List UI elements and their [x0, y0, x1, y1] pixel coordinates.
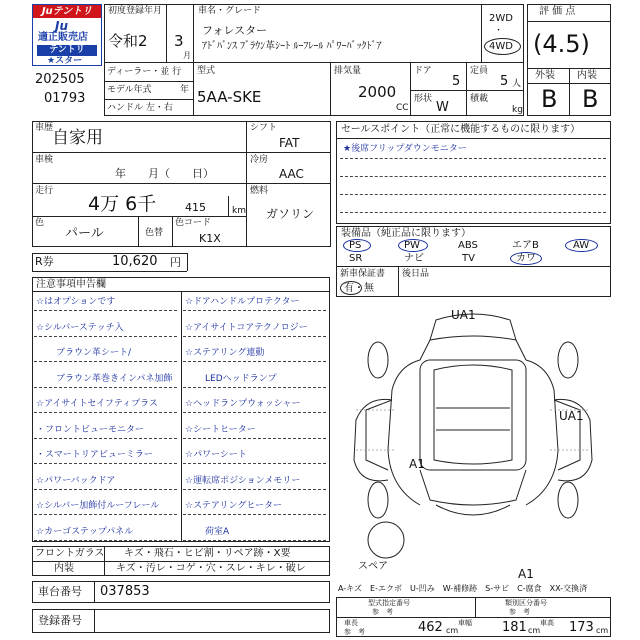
car-name: フォレスター — [202, 24, 268, 37]
notes-divider — [183, 463, 326, 464]
col2-item: ☆シートヒーター — [185, 424, 256, 435]
door-label: ドア — [414, 66, 432, 76]
dealer-label: ディーラー・並 行 — [107, 67, 182, 77]
col2-item: ☆アイサイトコアテクノロジー — [185, 322, 308, 333]
width-label: 車幅 — [458, 619, 472, 627]
class-label: 類別区分番号 — [505, 599, 547, 607]
length-unit: cm — [446, 626, 459, 635]
handle-label: ハンドル 左・右 — [107, 103, 173, 113]
model-year-label: モデル年式 — [107, 85, 152, 95]
shape-label: 形状 — [414, 94, 433, 104]
car-grade: ｱﾄﾞﾊﾞﾝｽ ﾌﾞﾗｳﾝ革ｼｰﾄ ﾙｰﾌﾚｰﾙ ﾊﾟﾜｰﾊﾞｯｸﾄﾞｱ — [202, 41, 382, 52]
notes-divider — [34, 514, 177, 515]
col2-item: ☆ステアリングヒーター — [185, 501, 282, 511]
chassis-value: 037853 — [100, 584, 150, 599]
mileage-label: 走行 — [35, 186, 54, 196]
equip-leather: カワ — [516, 253, 536, 264]
col2-item: ☆ステアリング連動 — [185, 348, 265, 358]
displacement-label: 排気量 — [334, 66, 362, 76]
notes-divider — [183, 310, 326, 311]
type-spec-label: 型式指定番号 — [368, 599, 410, 607]
logo-ju: Ju — [55, 19, 69, 33]
notes-divider — [183, 438, 326, 439]
col1-item: ・スマートリアビューミラー — [36, 450, 153, 460]
warranty-label: 新車保証書 — [340, 269, 386, 279]
color-code: K1X — [199, 232, 221, 245]
notes-title: 注意事項申告欄 — [36, 279, 106, 290]
car-name-label: 車名・グレード — [198, 6, 262, 16]
displacement-value: 2000 — [358, 83, 397, 101]
interior-cond-value: キズ・汚レ・コゲ・穴・スレ・キレ・破レ — [116, 563, 306, 574]
registration-month: 3 — [174, 32, 184, 50]
notes-divider — [183, 489, 326, 490]
inspection-value: 年 月（ 日） — [115, 167, 214, 180]
notes-divider — [183, 412, 326, 413]
notes-divider — [34, 412, 177, 413]
class-ref: 参 考 — [509, 608, 530, 616]
color-code-label: 色コード — [175, 218, 212, 228]
interior-label: 内装 — [577, 70, 597, 81]
shift-label: シフト — [250, 123, 278, 133]
damage-mark-right: UA1 — [559, 409, 584, 423]
mileage-unit: km — [232, 206, 246, 216]
exterior-grade: B — [541, 85, 558, 113]
equip-airbag: エアB — [512, 240, 539, 251]
registration-month-unit: 月 — [183, 51, 191, 60]
mileage-sub: 415 — [185, 201, 206, 214]
capacity-unit: 人 — [512, 79, 522, 89]
col1-item: ☆シルバーステッチ入 — [36, 322, 124, 333]
equip-ps: PS — [349, 240, 362, 251]
logo-brand: Juテントリ — [33, 5, 101, 18]
exterior-label: 外装 — [535, 70, 555, 81]
ac-value: AAC — [279, 167, 304, 181]
later-items-label: 後日品 — [402, 269, 430, 279]
color-label: 色 — [35, 218, 45, 228]
notes-divider — [34, 387, 177, 388]
notes-divider — [183, 540, 326, 541]
col2-item: ☆ドアハンドルプロテクター — [185, 297, 300, 307]
equip-navi: ナビ — [404, 253, 424, 264]
damage-mark-front: UA1 — [451, 308, 476, 322]
damage-mark-left: A1 — [409, 457, 425, 471]
usage-value: 自家用 — [52, 128, 103, 148]
warranty-value: 有・無 — [344, 283, 374, 294]
displacement-unit: CC — [396, 103, 409, 113]
notes-divider — [34, 463, 177, 464]
logo — [32, 4, 102, 66]
height-value: 173 — [569, 620, 594, 635]
usage-label: 車歴 — [35, 123, 54, 133]
col2-item: ☆運転席ポジションメモリー — [185, 475, 301, 486]
notes-divider — [34, 361, 177, 362]
logo-star: ★スター — [47, 56, 83, 66]
door-value: 5 — [452, 74, 461, 89]
recycle-label: R券 — [35, 255, 54, 268]
interior-grade: B — [582, 85, 599, 113]
col1-item: ☆アイサイトセイフティプラス — [36, 399, 158, 409]
equip-aw: AW — [573, 240, 590, 251]
width-unit: cm — [528, 626, 541, 635]
notes-divider — [34, 489, 177, 490]
type-value: 5AA-SKE — [197, 88, 262, 106]
equip-tv: TV — [462, 253, 475, 264]
front-glass-label: フロントガラス — [35, 548, 105, 559]
col1-item: ブラウン革シート/ — [56, 348, 132, 358]
notes-divider — [34, 336, 177, 337]
equip-abs: ABS — [458, 240, 478, 251]
notes-divider — [34, 540, 177, 541]
recycle-value: 10,620 — [112, 254, 158, 269]
length-ref: 参 考 — [344, 628, 365, 636]
first-registration-label: 初度登録年月 — [108, 6, 163, 16]
equip-pw: PW — [404, 240, 420, 251]
col2-item: ☆ヘッドランプウォッシャー — [185, 399, 301, 409]
drive-2wd: 2WD — [489, 13, 513, 24]
notes-divider — [183, 387, 326, 388]
load-label: 積載 — [470, 94, 489, 104]
sales-point-item: ★後席フリップダウンモニター — [343, 144, 467, 154]
registration-label: 登録番号 — [38, 614, 82, 627]
width-value: 181 — [502, 620, 527, 635]
col1-item: ☆パワーバックドア — [36, 475, 116, 486]
height-label: 車高 — [540, 619, 554, 627]
drive-4wd: 4WD — [489, 41, 513, 52]
mileage-value: 4万 6千 — [88, 193, 157, 215]
type-label: 型式 — [197, 66, 216, 76]
height-unit: cm — [596, 626, 609, 635]
damage-legend: A-キズ E-エクボ U-凹み W-補修跡 S-サビ C-腐食 XX-交換済 — [338, 584, 588, 593]
grade-score: (4.5) — [533, 30, 590, 58]
stock-number-line1: 202505 — [35, 72, 85, 87]
col2-item: ☆パワーシート — [185, 450, 247, 460]
recycle-unit: 円 — [170, 256, 181, 269]
capacity-label: 定員 — [470, 66, 489, 76]
col2-item: 荷室A — [205, 526, 230, 537]
interior-cond-label: 内装 — [54, 563, 74, 574]
registration-era: 令和2 — [108, 32, 148, 50]
equipment-title: 装備品（純正品に限ります） — [341, 228, 471, 239]
col1-item: ・フロントビューモニター — [36, 424, 145, 435]
ac-label: 冷房 — [250, 155, 269, 165]
fuel-value: ガソリン — [266, 207, 315, 221]
capacity-value: 5 — [500, 74, 509, 89]
grade-label: 評 価 点 — [539, 6, 576, 17]
col2-item: LEDヘッドランプ — [205, 373, 277, 384]
col1-item: ☆カーゴステップパネル — [36, 526, 134, 537]
chassis-label: 車台番号 — [38, 585, 82, 598]
load-unit: kg — [512, 105, 523, 115]
front-glass-value: キズ・飛石・ヒビ割・リペア跡・X要 — [124, 548, 291, 559]
damage-mark-rear: A1 — [518, 567, 534, 581]
spare-label: スペア — [358, 561, 388, 572]
logo-shop: 適正販売店 — [38, 32, 88, 43]
notes-divider — [183, 336, 326, 337]
col1-item: ブラウン革巻きインパネ加飾 — [56, 373, 173, 384]
car-damage-diagram — [336, 300, 611, 580]
fuel-label: 燃料 — [250, 186, 269, 196]
shape-value: W — [436, 100, 449, 115]
sales-point-title: セールスポイント（正常に機能するものに限ります） — [341, 124, 581, 135]
type-spec-ref: 参 考 — [372, 608, 393, 616]
stock-number-line2: 01793 — [44, 91, 86, 106]
col1-item: ☆シルバー加飾付ルーフレール — [36, 501, 160, 511]
col1-item: ☆はオプションです — [36, 297, 116, 307]
drive-dot: ・ — [494, 26, 504, 36]
inspection-label: 車検 — [35, 155, 54, 165]
model-year-unit: 年 — [180, 85, 190, 95]
color-change-label: 色替 — [145, 228, 164, 238]
length-value: 462 — [418, 620, 443, 635]
notes-divider — [34, 438, 177, 439]
notes-divider — [34, 310, 177, 311]
equip-sr: SR — [349, 253, 363, 264]
shift-value: FAT — [279, 136, 300, 150]
logo-tentori: テントリ — [37, 45, 97, 56]
notes-divider — [183, 514, 326, 515]
length-label: 車長 — [344, 619, 358, 627]
sales-point-box — [336, 121, 611, 224]
notes-divider — [183, 361, 326, 362]
color-value: パール — [65, 226, 104, 241]
